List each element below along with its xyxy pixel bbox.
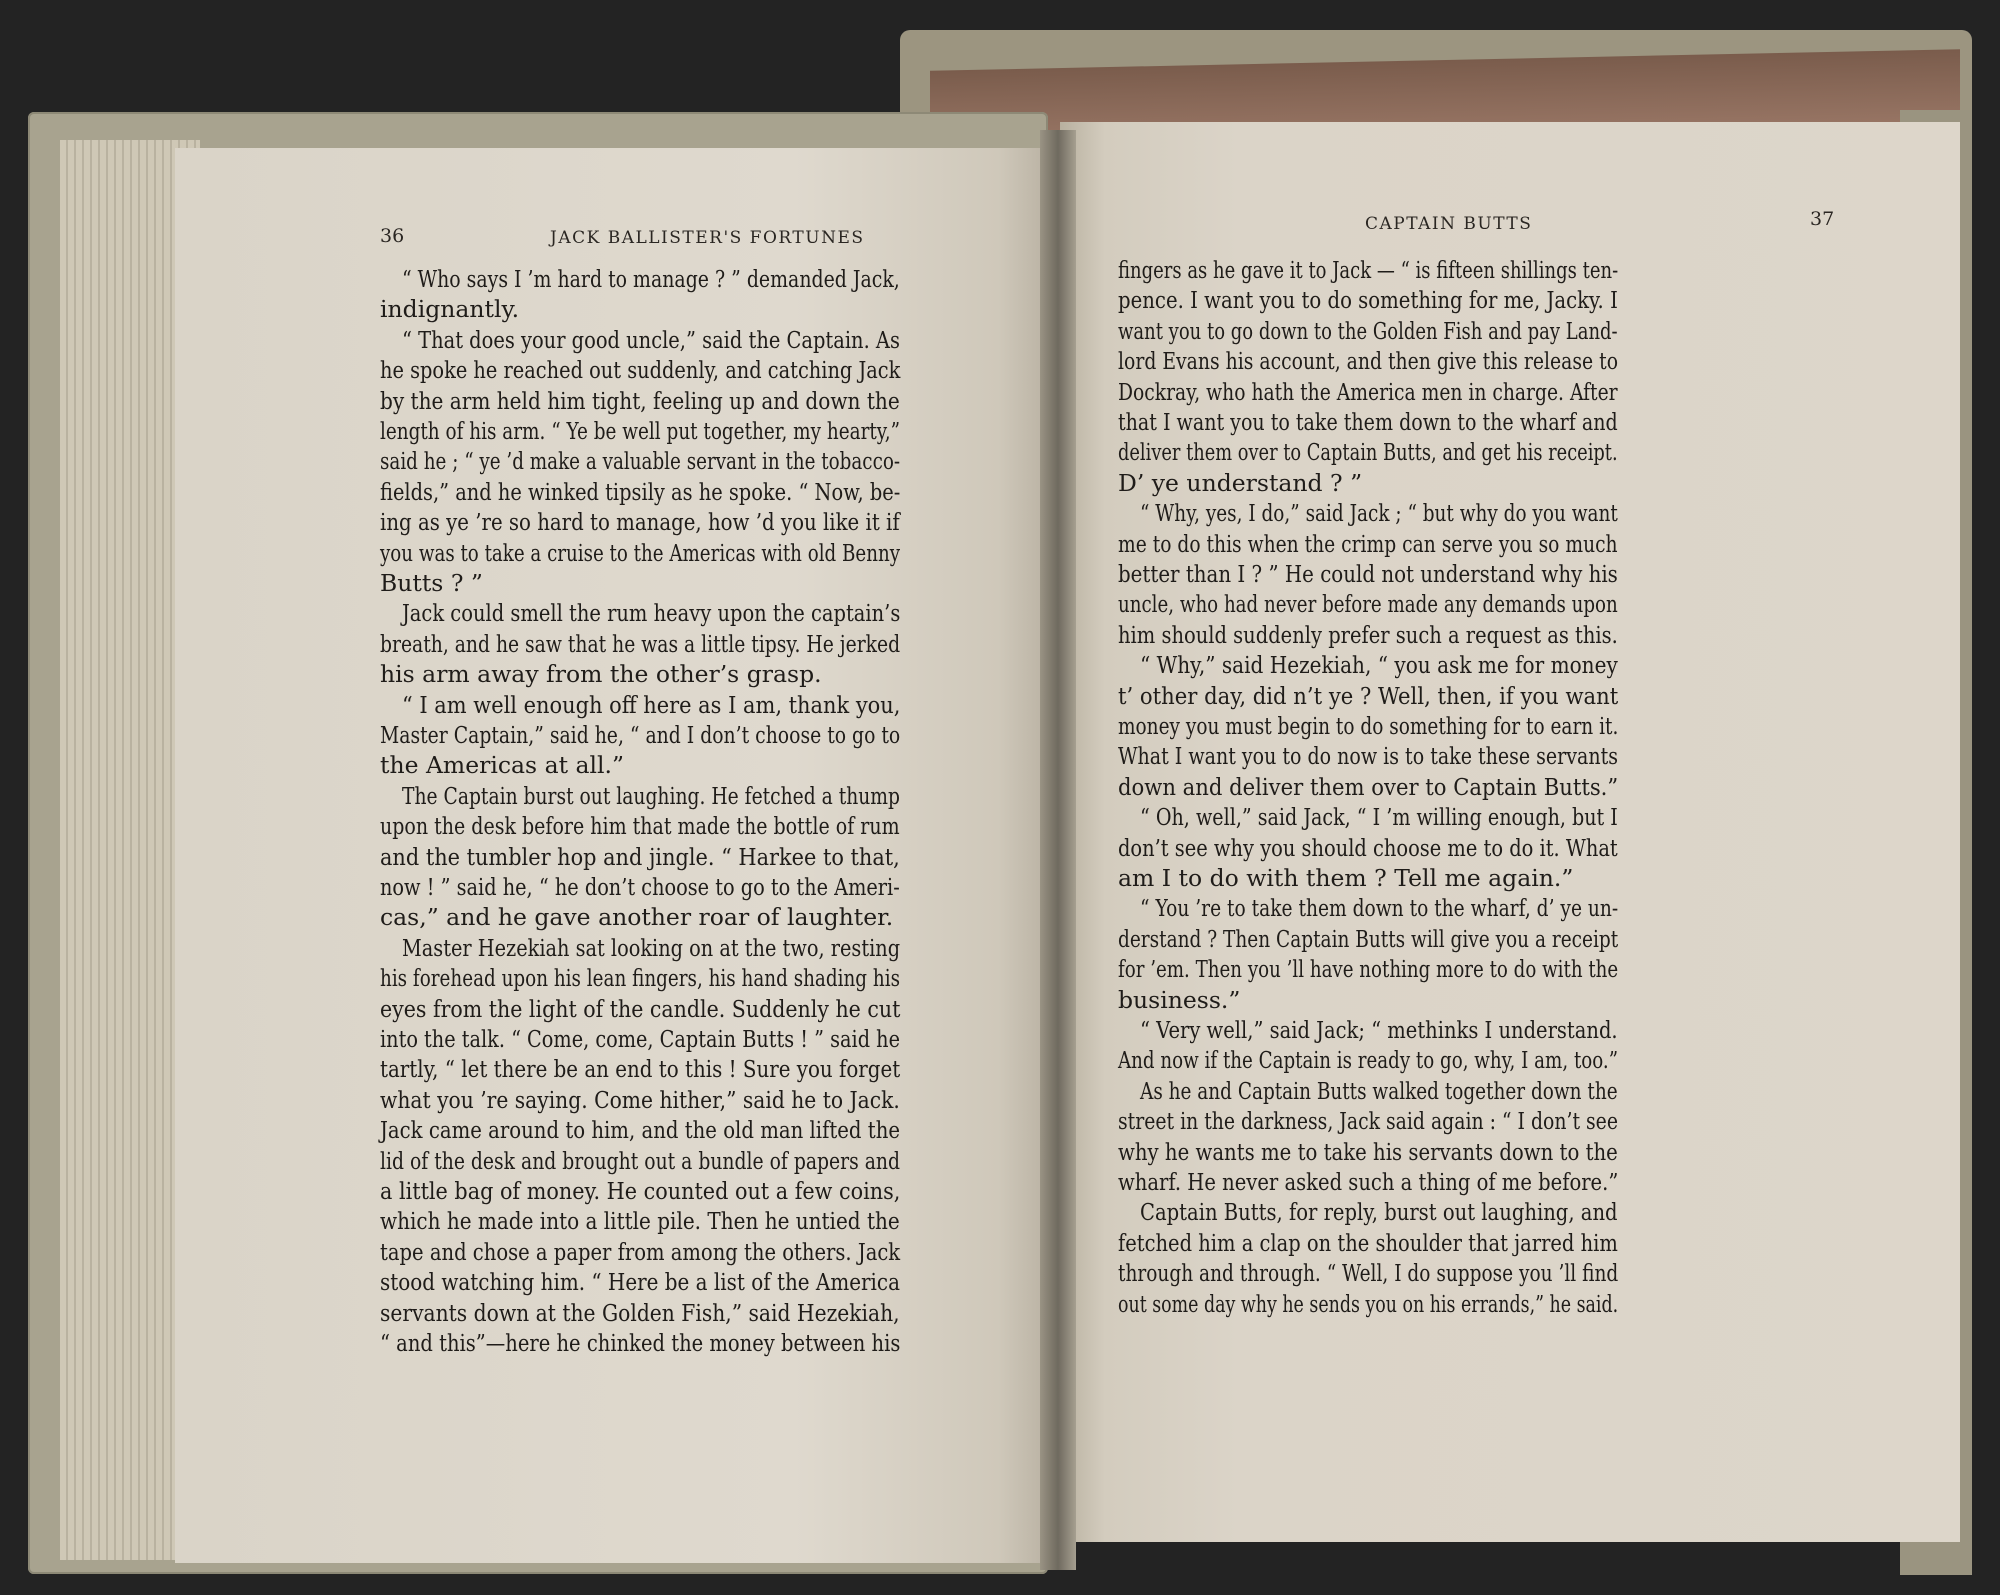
left-page-line: the Americas at all.” (380, 751, 625, 780)
right-page (1060, 122, 1960, 1542)
left-page (175, 148, 1060, 1563)
right-page-line: “ Why,” said Hezekiah, “ you ask me for money (1140, 651, 1618, 680)
right-page-line: D’ ye understand ? ” (1118, 468, 1363, 497)
left-page-line: a little bag of money. He counted out a few coins, (380, 1177, 901, 1205)
left-page-line: he spoke he reached out suddenly, and catching Jack (380, 356, 901, 385)
right-page-line: “ Why, yes, I do,” said Jack ; “ but why do you want (1140, 499, 1618, 528)
left-page-line: “ I am well enough off here as I am, thank you, (402, 690, 901, 719)
right-page-line: don’t see why you should choose me to do it. What (1118, 833, 1618, 862)
right-page-line: me to do this when the crimp can serve you so much (1118, 529, 1618, 558)
left-page-line: The Captain burst out laughing. He fetched a thump (402, 781, 901, 810)
left-page-line: eyes from the light of the candle. Suddenly he cut (380, 994, 901, 1023)
left-page-line: which he made into a little pile. Then he untied the (380, 1207, 900, 1236)
left-page-line: Butts ? ” (380, 569, 483, 597)
left-page-line: said he ; “ ye ’d make a valuable servant in the tobacco- (380, 447, 901, 476)
right-page-line: t’ other day, did n’t ye ? Well, then, if you want (1118, 681, 1619, 710)
right-page-line: derstand ? Then Captain Butts will give you a receipt (1118, 924, 1619, 953)
right-page-line: better than I ? ” He could not understand why his (1118, 560, 1618, 588)
right-page-line: that I want you to take them down to the wharf and (1118, 408, 1618, 436)
left-page-line: Jack could smell the rum heavy upon the captain’s (402, 599, 901, 628)
left-page-line: lid of the desk and brought out a bundle of papers and (380, 1146, 901, 1175)
left-page-line: cas,” and he gave another roar of laughter. (380, 903, 894, 932)
left-page-line: what you ’re saying. Come hither,” said he to Jack. (380, 1085, 900, 1114)
right-page-line: am I to do with them ? Tell me again.” (1118, 864, 1574, 892)
right-page-line: out some day why he sends you on his errands,” he said. (1118, 1289, 1619, 1318)
right-page-line: uncle, who had never before made any demands upon (1118, 590, 1618, 619)
right-page-line: pence. I want you to do something for me, Jacky. I (1118, 286, 1618, 315)
left-page-line: length of his arm. “ Ye be well put together, my hearty,” (380, 417, 901, 445)
left-page-line: ing as ye ’re so hard to manage, how ’d you like it if (380, 508, 900, 537)
right-page-number: 37 (1810, 208, 1835, 230)
left-page-line: you was to take a cruise to the Americas with old Benny (380, 538, 900, 567)
left-page-line: “ and this”—here he chinked the money between his (380, 1329, 901, 1357)
right-page-line: lord Evans his account, and then give this release to (1118, 347, 1619, 376)
right-running-head: CAPTAIN BUTTS (1365, 214, 1533, 234)
left-page-line: tape and chose a paper from among the others. Jack (380, 1237, 901, 1266)
left-page-line: Master Captain,” said he, “ and I don’t choose to go to (380, 721, 901, 749)
left-page-line: and the tumbler hop and jingle. “ Harkee to that, (380, 842, 900, 871)
left-page-line: breath, and he saw that he was a little tipsy. He jerked (380, 629, 901, 658)
right-page-line: street in the darkness, Jack said again : “ I don’t see (1118, 1107, 1618, 1136)
right-page-line: him should suddenly prefer such a request as this. (1118, 620, 1618, 649)
left-page-line: tartly, “ let there be an end to this ! Sure you forget (380, 1055, 901, 1084)
right-page-line: And now if the Captain is ready to go, why, I am, too.” (1118, 1046, 1619, 1075)
left-running-head: JACK BALLISTER'S FORTUNES (550, 228, 865, 248)
right-page-line: “ You ’re to take them down to the wharf, d’ ye un- (1140, 894, 1619, 923)
left-page-line: Jack came around to him, and the old man lifted the (380, 1116, 901, 1145)
right-page-line: fingers as he gave it to Jack — “ is fifteen shillings ten- (1118, 256, 1619, 284)
right-page-line: As he and Captain Butts walked together down the (1140, 1076, 1618, 1105)
left-page-line: his forehead upon his lean fingers, his hand shading his (380, 964, 900, 993)
right-page-line: for ’em. Then you ’ll have nothing more to do with the (1118, 955, 1619, 984)
left-page-line: now ! ” said he, “ he don’t choose to go to the Ameri- (380, 873, 900, 901)
right-page-line: “ Very well,” said Jack; “ methinks I understand. (1140, 1016, 1618, 1044)
right-page-line: why he wants me to take his servants down to the (1118, 1137, 1618, 1166)
left-page-line: fields,” and he winked tipsily as he spoke. “ Now, be- (380, 477, 901, 506)
right-page-line: through and through. “ Well, I do suppose you ’ll find (1118, 1259, 1619, 1288)
right-page-line: deliver them over to Captain Butts, and get his receipt. (1118, 438, 1618, 467)
left-page-number: 36 (380, 225, 405, 247)
left-page-line: servants down at the Golden Fish,” said Hezekiah, (380, 1298, 900, 1327)
right-page-line: “ Oh, well,” said Jack, “ I ’m willing enough, but I (1140, 803, 1618, 832)
right-page-line: Captain Butts, for reply, burst out laughing, and (1140, 1198, 1618, 1227)
left-page-line: by the arm held him tight, feeling up and down the (380, 386, 900, 415)
left-page-line: his arm away from the other’s grasp. (380, 660, 822, 689)
book-gutter (1040, 130, 1076, 1570)
left-page-line: into the talk. “ Come, come, Captain Butts ! ” said he (380, 1025, 900, 1053)
right-page-line: business.” (1118, 985, 1241, 1014)
right-page-line: down and deliver them over to Captain Butts.” (1118, 772, 1619, 801)
left-page-line: Master Hezekiah sat looking on at the two, resting (402, 933, 901, 962)
right-page-line: Dockray, who hath the America men in charge. After (1118, 377, 1618, 406)
left-page-line: upon the desk before him that made the bottle of rum (380, 812, 900, 841)
right-page-line: What I want you to do now is to take these servants (1118, 742, 1618, 771)
left-page-line: stood watching him. “ Here be a list of the America (380, 1268, 900, 1297)
right-page-line: fetched him a clap on the shoulder that jarred him (1118, 1228, 1618, 1257)
right-page-line: money you must begin to do something for to earn it. (1118, 712, 1619, 740)
right-page-line: want you to go down to the Golden Fish and pay Land- (1118, 316, 1618, 345)
left-page-line: “ That does your good uncle,” said the Captain. As (402, 325, 900, 354)
left-page-line: “ Who says I ’m hard to manage ? ” demanded Jack, (402, 265, 900, 293)
right-page-line: wharf. He never asked such a thing of me before.” (1118, 1168, 1619, 1196)
left-page-line: indignantly. (380, 295, 520, 324)
